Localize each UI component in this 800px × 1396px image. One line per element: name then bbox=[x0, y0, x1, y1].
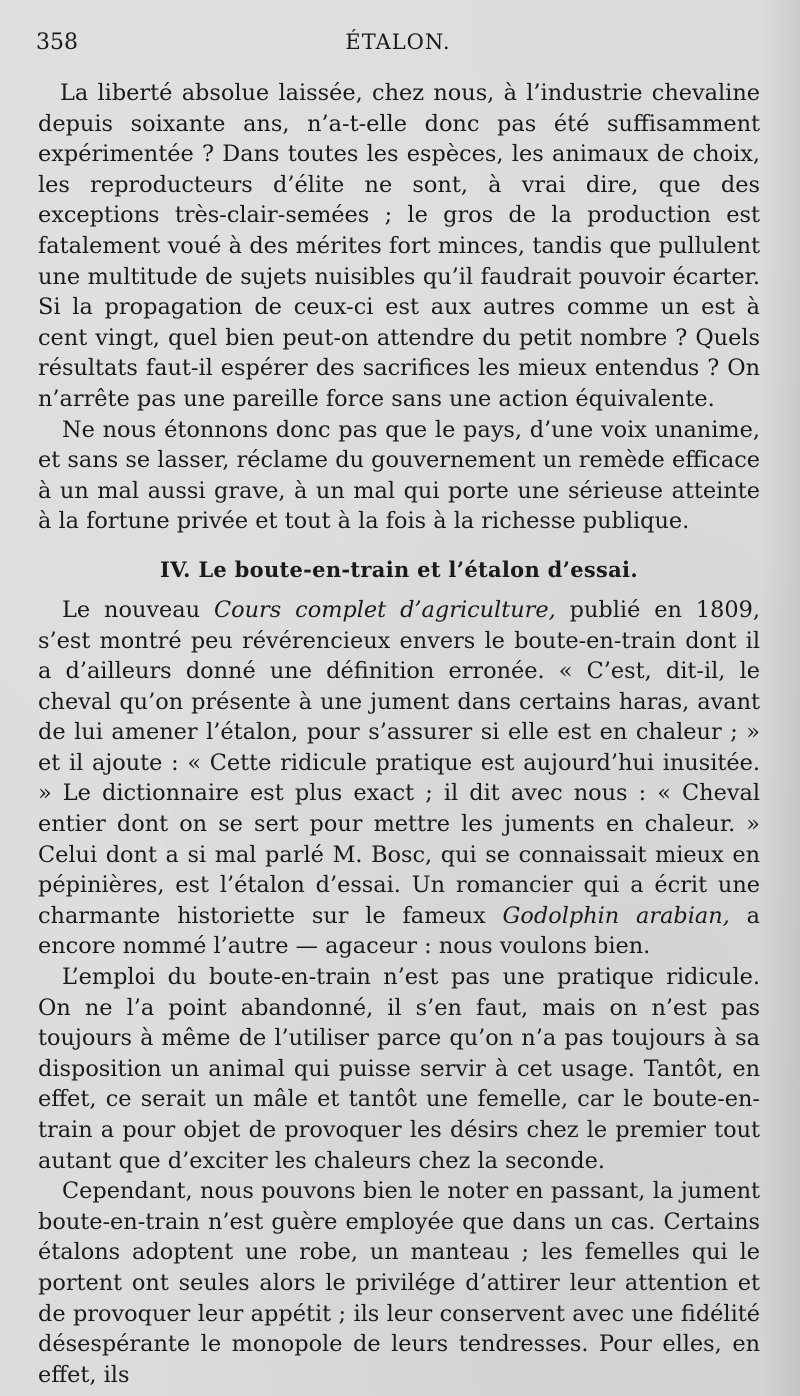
italic-cours-complet: Cours complet d’agriculture, bbox=[214, 596, 556, 623]
para3-text-end: a encore nommé l’autre — agaceur : nous voulons bien. bbox=[38, 902, 760, 960]
italic-godolphin: Godolphin arabian, bbox=[502, 902, 730, 929]
section-heading: IV. Le boute-en-train et l’étalon d’essai. bbox=[160, 556, 638, 582]
paragraph-cours-complet bbox=[38, 595, 760, 962]
page-number: 358 bbox=[36, 30, 78, 55]
paragraph-cependant: Cependant, nous pouvons bien le noter en passant, la jument boute-en-train n’est guère employée que dans un cas. Certains étalons adoptent une robe, un manteau ; les femelles qui le portent ont seules alors le privilége d’attirer leur attention et de provoquer leur appétit ; ils leur conservent avec une fidélité désespérante le monopole de leurs tendresses. Pour elles, en effet, ils bbox=[38, 1178, 760, 1388]
running-head bbox=[36, 30, 760, 64]
paragraph-etonnons: Ne nous étonnons donc pas que le pays, d’une voix unanime, et sans se lasser, réclame du gouvernement un remède efficace à un mal aussi grave, à un mal qui porte une sérieuse atteinte à la fortune privée et tout à la fois à la richesse publique. bbox=[38, 416, 760, 535]
paragraph-emploi: L’emploi du boute-en-train n’est pas une pratique ridicule. On ne l’a point abandonné, il s’en faut, mais on n’est pas toujours à même de l’utiliser parce qu’on n’a pas toujours à sa disposition un animal qui puisse servir à cet usage. Tantôt, en effet, ce serait un mâle et tantôt une femelle, car le boute-en-train a pour objet de provoquer les désirs chez le premier tout autant que d’exciter les chaleurs chez la seconde. bbox=[38, 964, 760, 1174]
running-title: ÉTALON. bbox=[345, 30, 451, 54]
page-edge-shadow bbox=[760, 0, 800, 1396]
para3-text-middle: publié en 1809, s’est montré peu révérencieux envers le boute-en-train dont il a d’ailleurs donné une définition erronée. « C’est, dit-il, le cheval qu’on présente à une jument dans certains haras, avant de lui amener l’étalon, pour s’assurer si elle est en chaleur ; » et il ajoute : « Cette ridicule pratique est aujourd’hui inusitée. » Le dictionnaire est plus exact ; il dit avec nous : « Cheval entier dont on se sert pour mettre les juments en chaleur. » Celui dont a si mal parlé M. Bosc, qui se connaissait mieux en pépinières, est l’étalon d’essai. Un romancier qui a écrit une charmante historiette sur le fameux bbox=[38, 596, 760, 929]
paragraph-liberte: La liberté absolue laissée, chez nous, à l’industrie chevaline depuis soixante ans, n’a-t-elle donc pas été suffisamment expérimentée ? Dans toutes les espèces, les animaux de choix, les reproducteurs d’élite ne sont, à vrai dire, que des exceptions très-clair-semées ; le gros de la production est fatalement voué à des mérites fort minces, tandis que pullulent une multitude de sujets nuisibles qu’il faudrait pouvoir écarter. Si la propagation de ceux-ci est aux autres comme un est à cent vingt, quel bien peut-on attendre du petit nombre ? Quels résultats faut-il espérer des sacrifices les mieux entendus ? On n’arrête pas une pareille force sans une action équivalente. bbox=[38, 80, 760, 412]
body-text bbox=[38, 78, 760, 1390]
para3-text-start: Le nouveau bbox=[62, 596, 214, 623]
